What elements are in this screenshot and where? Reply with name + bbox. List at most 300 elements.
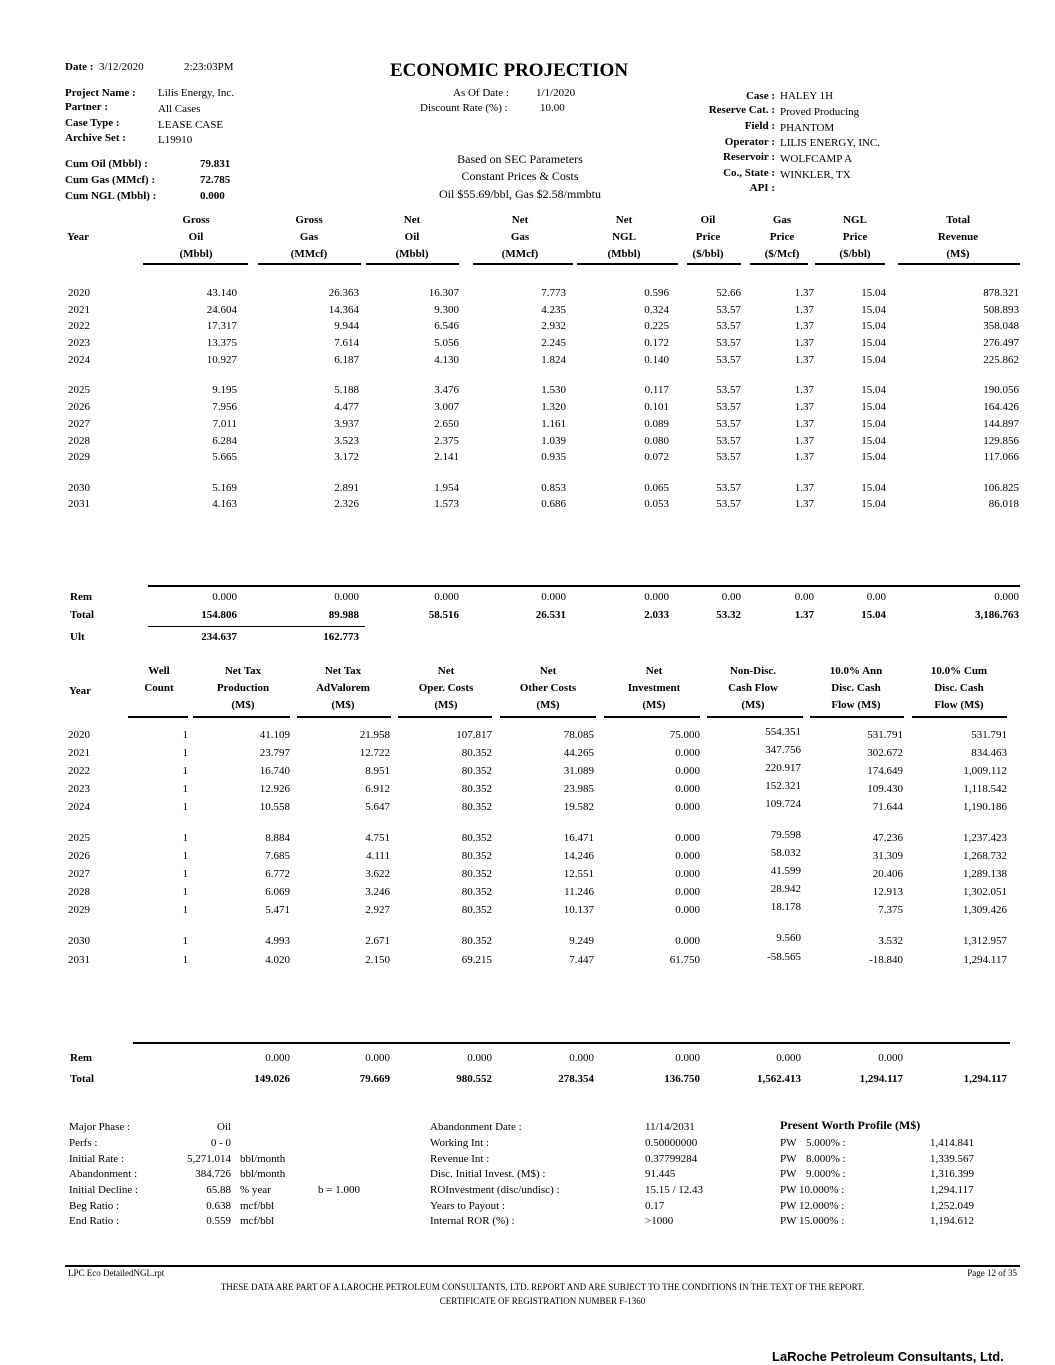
summary-left-value: Oil <box>216 1121 231 1133</box>
table1-value-cell: 2.650 <box>434 418 459 430</box>
summary-left-unit: mcf/bbl <box>240 1200 275 1212</box>
table2-rem-cell: 0.000 <box>776 1052 801 1064</box>
report-name: LPC Eco DetailedNGL.rpt <box>68 1268 165 1278</box>
pw-rate: 9.000% : <box>806 1168 846 1180</box>
table1-value-cell: 0.172 <box>644 337 669 349</box>
table1-value-cell: 3.007 <box>434 401 459 413</box>
table2-header-rule <box>604 716 700 718</box>
table1-value-cell: 1.37 <box>794 418 814 430</box>
page-number: Page 12 of 35 <box>967 1268 1017 1278</box>
summary-left-unit: mcf/bbl <box>240 1215 275 1227</box>
table2-value-cell: 0.000 <box>675 832 700 844</box>
table1-value-cell: 2.891 <box>334 482 359 494</box>
table1-value-cell: 7.773 <box>541 287 566 299</box>
table1-value-cell: 106.825 <box>983 482 1019 494</box>
table2-value-cell: 9.249 <box>569 935 594 947</box>
summary-middle-value: 15.15 / 12.43 <box>645 1184 704 1196</box>
table2-year-cell: 2029 <box>68 904 90 916</box>
table2-value-cell: 9.560 <box>776 932 801 944</box>
project-name-value: Lilis Energy, Inc. <box>158 87 235 99</box>
table2-value-cell: 0.000 <box>675 850 700 862</box>
table2-header-cell: Flow (M$) <box>831 699 881 711</box>
case-type-value: LEASE CASE <box>158 119 224 131</box>
table1-value-cell: 3.476 <box>434 384 459 396</box>
table1-value-cell: 3.937 <box>334 418 359 430</box>
table1-rem-cell: 0.000 <box>434 591 459 603</box>
table2-value-cell: 80.352 <box>461 765 492 777</box>
table2-header-cell: (M$) <box>231 699 255 711</box>
table1-value-cell: 1.573 <box>434 498 459 510</box>
table2-value-cell: 0.000 <box>675 868 700 880</box>
cum-ngl-label: Cum NGL (Mbbl) : <box>65 190 157 202</box>
reserve-cat-value: Proved Producing <box>780 106 860 118</box>
summary-left-label: Beg Ratio : <box>69 1200 120 1212</box>
table1-value-cell: 0.117 <box>644 384 669 396</box>
table1-value-cell: 15.04 <box>861 401 886 413</box>
table2-value-cell: 1,289.138 <box>963 868 1007 880</box>
table1-header-cell: Gas <box>510 231 530 243</box>
table1-year-cell: 2030 <box>68 482 90 494</box>
table2-value-cell: 10.137 <box>563 904 594 916</box>
table1-value-cell: 0.072 <box>644 451 669 463</box>
table2-value-cell: 31.309 <box>872 850 903 862</box>
table1-header-cell: Oil <box>700 214 716 226</box>
table2-value-cell: 6.069 <box>265 886 290 898</box>
table1-header-cell: Net <box>615 214 633 226</box>
table2-value-cell: 1,237.423 <box>963 832 1007 844</box>
table2-value-cell: 0.000 <box>675 886 700 898</box>
table2-value-cell: 4.751 <box>365 832 390 844</box>
table2-value-cell: 80.352 <box>461 832 492 844</box>
table2-value-cell: 58.032 <box>770 847 801 859</box>
table2-value-cell: 10.558 <box>259 801 290 813</box>
table1-rem-cell: 0.00 <box>721 591 741 603</box>
table1-total-label: Total <box>70 609 95 621</box>
table1-value-cell: 3.523 <box>334 435 359 447</box>
table2-value-cell: 107.817 <box>456 729 492 741</box>
table2-value-cell: 44.265 <box>563 747 594 759</box>
table2-value-cell: 6.912 <box>365 783 390 795</box>
table1-value-cell: 1.161 <box>541 418 566 430</box>
table2-header-cell: Count <box>144 682 174 694</box>
table1-value-cell: 508.893 <box>983 304 1019 316</box>
table1-header-rule <box>473 263 573 265</box>
table2-value-cell: 302.672 <box>867 747 903 759</box>
table1-value-cell: 0.225 <box>644 320 669 332</box>
table1-total-cell: 26.531 <box>535 609 566 621</box>
table2-year-cell: 2026 <box>68 850 90 862</box>
pw-value: 1,252.049 <box>930 1200 974 1212</box>
table1-value-cell: 129.856 <box>983 435 1019 447</box>
table2-total-cell: 278.354 <box>558 1073 594 1085</box>
table1-header-cell: Revenue <box>937 231 979 243</box>
table1-value-cell: 16.307 <box>428 287 459 299</box>
table1-header-rule <box>687 263 741 265</box>
table2-header-rule <box>398 716 492 718</box>
table2-value-cell: 1 <box>182 801 188 813</box>
table1-header-cell: Year <box>67 231 89 243</box>
table1-value-cell: 3.172 <box>334 451 359 463</box>
reserve-cat-label: Reserve Cat. : <box>708 104 775 116</box>
pw-label: PW 10.000% : <box>780 1184 845 1196</box>
table2-value-cell: 31.089 <box>563 765 594 777</box>
table2-value-cell: 4.111 <box>366 850 390 862</box>
table1-value-cell: 4.130 <box>434 354 459 366</box>
disclaimer-line-2: CERTIFICATE OF REGISTRATION NUMBER F-1360 <box>439 1296 646 1306</box>
table2-year-cell: 2027 <box>68 868 90 880</box>
table2-year-cell: 2022 <box>68 765 90 777</box>
table2-value-cell: 1 <box>182 868 188 880</box>
table1-header-rule <box>366 263 459 265</box>
table2-year-cell: 2020 <box>68 729 90 741</box>
table1-rem-cell: 0.000 <box>212 591 237 603</box>
table1-total-cell: 2.033 <box>644 609 669 621</box>
table1-value-cell: 6.187 <box>334 354 359 366</box>
table2-value-cell: 0.000 <box>675 935 700 947</box>
table2-value-cell: 80.352 <box>461 868 492 880</box>
table2-rem-rule <box>133 1042 1010 1044</box>
table1-value-cell: 164.426 <box>983 401 1019 413</box>
table1-value-cell: 5.169 <box>212 482 237 494</box>
table1-rem-cell: 0.00 <box>866 591 886 603</box>
table2-value-cell: 19.582 <box>563 801 594 813</box>
table1-value-cell: 15.04 <box>861 435 886 447</box>
cum-oil-label: Cum Oil (Mbbl) : <box>65 158 148 170</box>
table2-total-cell: 149.026 <box>254 1073 290 1085</box>
table1-total-cell: 58.516 <box>428 609 459 621</box>
table1-total-cell: 154.806 <box>201 609 237 621</box>
table2-rem-cell: 0.000 <box>467 1052 492 1064</box>
params-line-1: Based on SEC Parameters <box>457 152 583 166</box>
table2-value-cell: 12.913 <box>872 886 903 898</box>
table2-value-cell: 23.797 <box>259 747 290 759</box>
table1-value-cell: 53.57 <box>716 384 741 396</box>
table2-total-cell: 1,294.117 <box>963 1073 1007 1085</box>
table1-value-cell: 7.011 <box>212 418 237 430</box>
table1-rem-cell: 0.000 <box>541 591 566 603</box>
table1-header-cell: ($/bbl) <box>692 248 724 260</box>
table2-header-cell: (M$) <box>642 699 666 711</box>
table1-header-cell: Price <box>695 231 721 243</box>
table1-value-cell: 0.089 <box>644 418 669 430</box>
table1-header-cell: Oil <box>188 231 204 243</box>
summary-middle-value: 0.50000000 <box>645 1137 698 1149</box>
table1-value-cell: 53.57 <box>716 401 741 413</box>
table1-ult-cell: 234.637 <box>201 631 237 643</box>
table1-value-cell: 17.317 <box>206 320 237 332</box>
table1-rem-cell: 0.000 <box>334 591 359 603</box>
pw-value: 1,316.399 <box>930 1168 974 1180</box>
table2-value-cell: 1 <box>182 729 188 741</box>
table2-year-cell: 2024 <box>68 801 90 813</box>
table1-value-cell: 1.954 <box>434 482 459 494</box>
table1-year-cell: 2020 <box>68 287 90 299</box>
table2-value-cell: 78.085 <box>563 729 594 741</box>
table2-header-cell: 10.0% Cum <box>930 665 988 677</box>
table1-value-cell: 10.927 <box>206 354 237 366</box>
pw-title: Present Worth Profile (M$) <box>780 1118 921 1132</box>
table2-value-cell: 2.150 <box>365 954 390 966</box>
field-value: PHANTOM <box>780 122 835 134</box>
table2-value-cell: 71.644 <box>872 801 903 813</box>
table2-header-cell: Net <box>539 665 557 677</box>
pw-label: PW 15.000% : <box>780 1215 845 1227</box>
summary-left-unit: % year <box>240 1184 271 1196</box>
table2-value-cell: 21.958 <box>359 729 390 741</box>
table2-total-label: Total <box>70 1073 95 1085</box>
table1-value-cell: 0.065 <box>644 482 669 494</box>
table1-value-cell: 9.195 <box>212 384 237 396</box>
table2-rem-cell: 0.000 <box>878 1052 903 1064</box>
table1-value-cell: 15.04 <box>861 384 886 396</box>
table1-year-cell: 2031 <box>68 498 90 510</box>
table1-value-cell: 4.163 <box>212 498 237 510</box>
table2-value-cell: 834.463 <box>971 747 1007 759</box>
summary-middle-label: Revenue Int : <box>430 1153 490 1165</box>
table2-value-cell: 1 <box>182 954 188 966</box>
table2-value-cell: 47.236 <box>872 832 903 844</box>
date-label: Date : <box>65 61 94 73</box>
table2-value-cell: 1 <box>182 747 188 759</box>
table2-value-cell: 109.724 <box>765 798 801 810</box>
table2-value-cell: 1 <box>182 904 188 916</box>
discount-rate-label: Discount Rate (%) : <box>420 102 508 114</box>
table1-value-cell: 1.530 <box>541 384 566 396</box>
table1-header-rule <box>898 263 1020 265</box>
summary-left-label: Major Phase : <box>69 1121 131 1133</box>
table2-value-cell: 61.750 <box>669 954 700 966</box>
table2-value-cell: 1,190.186 <box>963 801 1007 813</box>
table1-year-cell: 2023 <box>68 337 90 349</box>
table2-year-cell: 2023 <box>68 783 90 795</box>
table1-value-cell: 1.37 <box>794 435 814 447</box>
summary-middle-value: 0.17 <box>645 1200 665 1212</box>
table2-value-cell: 80.352 <box>461 886 492 898</box>
table2-value-cell: 4.020 <box>265 954 290 966</box>
table1-header-cell: Total <box>945 214 971 226</box>
table2-header-rule <box>912 716 1007 718</box>
table2-header-cell: Investment <box>627 682 681 694</box>
table1-total-cell: 3,186.763 <box>975 609 1019 621</box>
table1-value-cell: 878.321 <box>983 287 1019 299</box>
pw-value: 1,339.567 <box>930 1153 974 1165</box>
table2-value-cell: 1 <box>182 850 188 862</box>
summary-left-value: 5,271.014 <box>187 1153 231 1165</box>
table2-header-rule <box>297 716 391 718</box>
table1-value-cell: 2.375 <box>434 435 459 447</box>
pw-rate: 5.000% : <box>806 1137 846 1149</box>
co-state-value: WINKLER, TX <box>780 169 851 181</box>
as-of-date-label: As Of Date : <box>453 87 509 99</box>
table1-header-rule <box>750 263 808 265</box>
table1-year-cell: 2029 <box>68 451 90 463</box>
table1-rem-cell: 0.000 <box>644 591 669 603</box>
cum-ngl-value: 0.000 <box>200 190 225 202</box>
table2-header-cell: Year <box>69 685 91 697</box>
table1-value-cell: 1.37 <box>794 287 814 299</box>
table1-value-cell: 15.04 <box>861 287 886 299</box>
table2-value-cell: 1,309.426 <box>963 904 1007 916</box>
table2-value-cell: 80.352 <box>461 801 492 813</box>
table2-value-cell: 8.884 <box>265 832 290 844</box>
pw-label: PW <box>780 1168 797 1180</box>
table1-value-cell: 15.04 <box>861 304 886 316</box>
table1-header-rule <box>815 263 885 265</box>
table1-value-cell: 15.04 <box>861 337 886 349</box>
case-value: HALEY 1H <box>780 90 834 102</box>
pw-label: PW <box>780 1137 797 1149</box>
pw-label: PW <box>780 1153 797 1165</box>
page-title: ECONOMIC PROJECTION <box>390 60 629 81</box>
table1-rem-label: Rem <box>70 591 92 603</box>
pw-value: 1,194.612 <box>930 1215 974 1227</box>
pw-value: 1,414.841 <box>930 1137 974 1149</box>
table1-value-cell: 24.604 <box>206 304 237 316</box>
table1-value-cell: 15.04 <box>861 418 886 430</box>
table1-value-cell: 9.944 <box>334 320 359 332</box>
table1-value-cell: 26.363 <box>328 287 359 299</box>
table1-value-cell: 1.37 <box>794 498 814 510</box>
table2-value-cell: 1,294.117 <box>963 954 1007 966</box>
table2-value-cell: 109.430 <box>867 783 903 795</box>
table2-header-rule <box>707 716 803 718</box>
table1-value-cell: 15.04 <box>861 320 886 332</box>
table1-rem-cell: 0.000 <box>994 591 1019 603</box>
table2-header-cell: Flow (M$) <box>934 699 984 711</box>
table2-value-cell: 7.375 <box>878 904 903 916</box>
table2-value-cell: 28.942 <box>770 883 801 895</box>
table2-header-rule <box>810 716 904 718</box>
summary-middle-label: ROInvestment (disc/undisc) : <box>430 1184 560 1196</box>
table1-year-cell: 2022 <box>68 320 90 332</box>
table1-value-cell: 53.57 <box>716 498 741 510</box>
summary-left-label: Perfs : <box>69 1137 98 1149</box>
table1-value-cell: 0.101 <box>644 401 669 413</box>
table2-value-cell: 16.471 <box>563 832 594 844</box>
table1-value-cell: 276.497 <box>983 337 1019 349</box>
field-label: Field : <box>744 120 775 132</box>
operator-value: LILIS ENERGY, INC. <box>780 137 881 149</box>
table2-value-cell: 347.756 <box>765 744 801 756</box>
table1-value-cell: 2.141 <box>434 451 459 463</box>
discount-rate-value: 10.00 <box>540 102 565 114</box>
table1-header-cell: (Mbbl) <box>607 248 641 260</box>
table2-value-cell: 7.447 <box>569 954 594 966</box>
cum-gas-value: 72.785 <box>200 174 231 186</box>
table1-value-cell: 1.37 <box>794 354 814 366</box>
summary-left-label: End Ratio : <box>69 1215 120 1227</box>
reservoir-label: Reservoir : <box>722 151 775 163</box>
table2-rem-cell: 0.000 <box>265 1052 290 1064</box>
summary-middle-label: Working Int : <box>430 1137 489 1149</box>
table1-value-cell: 5.188 <box>334 384 359 396</box>
table2-header-cell: Net <box>645 665 663 677</box>
table2-header-cell: Oper. Costs <box>418 682 474 694</box>
params-line-2: Constant Prices & Costs <box>461 169 579 183</box>
summary-left-value: 0.638 <box>206 1200 231 1212</box>
table1-value-cell: 14.364 <box>328 304 359 316</box>
summary-middle-label: Years to Payout : <box>430 1200 505 1212</box>
summary-left-label: Initial Decline : <box>69 1184 139 1196</box>
table2-value-cell: 1,118.542 <box>963 783 1007 795</box>
table2-header-cell: Disc. Cash <box>831 682 881 694</box>
archive-set-value: L19910 <box>158 134 193 146</box>
table1-value-cell: 53.57 <box>716 418 741 430</box>
table2-value-cell: 11.246 <box>564 886 594 898</box>
table2-header-cell: Other Costs <box>519 682 577 694</box>
table1-value-cell: 190.056 <box>983 384 1019 396</box>
table1-header-cell: Price <box>769 231 795 243</box>
table1-value-cell: 7.956 <box>212 401 237 413</box>
table2-year-cell: 2031 <box>68 954 90 966</box>
table2-value-cell: 41.599 <box>770 865 801 877</box>
summary-middle-value: 91.445 <box>645 1168 676 1180</box>
table2-value-cell: 80.352 <box>461 935 492 947</box>
table2-value-cell: 12.551 <box>563 868 594 880</box>
table2-value-cell: 0.000 <box>675 783 700 795</box>
table1-value-cell: 0.686 <box>541 498 566 510</box>
table2-total-cell: 79.669 <box>359 1073 390 1085</box>
table2-value-cell: 80.352 <box>461 747 492 759</box>
table2-value-cell: 5.647 <box>365 801 390 813</box>
table1-value-cell: 86.018 <box>988 498 1019 510</box>
table2-year-cell: 2028 <box>68 886 90 898</box>
table2-value-cell: 3.622 <box>365 868 390 880</box>
table1-year-cell: 2025 <box>68 384 90 396</box>
table1-year-cell: 2026 <box>68 401 90 413</box>
table2-value-cell: 531.791 <box>867 729 903 741</box>
table2-value-cell: 1 <box>182 886 188 898</box>
table2-value-cell: 174.649 <box>867 765 903 777</box>
table1-value-cell: 1.37 <box>794 451 814 463</box>
table1-value-cell: 1.37 <box>794 337 814 349</box>
table1-year-cell: 2024 <box>68 354 90 366</box>
table1-header-cell: ($/Mcf) <box>764 248 800 260</box>
table2-value-cell: 14.246 <box>563 850 594 862</box>
table2-value-cell: 80.352 <box>461 783 492 795</box>
table1-value-cell: 9.300 <box>434 304 459 316</box>
table1-value-cell: 1.37 <box>794 384 814 396</box>
table2-value-cell: -18.840 <box>869 954 903 966</box>
as-of-date-value: 1/1/2020 <box>536 87 576 99</box>
table2-value-cell: 4.993 <box>265 935 290 947</box>
table2-header-cell: Well <box>148 665 170 677</box>
disclaimer-line-1: THESE DATA ARE PART OF A LAROCHE PETROLEUM CONSULTANTS, LTD. REPORT AND ARE SUBJECT TO THE CONDITIONS IN THE TEXT OF THE REPORT. <box>220 1282 865 1292</box>
summary-left-extra: b = 1.000 <box>318 1184 360 1196</box>
table1-ult-label: Ult <box>70 631 85 643</box>
table2-rem-label: Rem <box>70 1052 92 1064</box>
table2-header-cell: Non-Disc. <box>729 665 777 677</box>
partner-value: All Cases <box>158 103 201 115</box>
summary-left-unit: bbl/month <box>240 1153 286 1165</box>
table1-header-rule <box>577 263 678 265</box>
table1-value-cell: 4.477 <box>334 401 359 413</box>
table1-value-cell: 52.66 <box>716 287 741 299</box>
table1-value-cell: 15.04 <box>861 498 886 510</box>
summary-middle-value: >1000 <box>645 1215 674 1227</box>
table2-value-cell: 531.791 <box>971 729 1007 741</box>
table2-value-cell: 1,009.112 <box>963 765 1007 777</box>
table1-value-cell: 1.37 <box>794 401 814 413</box>
table2-header-cell: AdValorem <box>316 682 370 694</box>
summary-left-unit: bbl/month <box>240 1168 286 1180</box>
table2-total-cell: 1,294.117 <box>859 1073 903 1085</box>
archive-set-label: Archive Set : <box>65 132 126 144</box>
table2-header-cell: Production <box>216 682 270 694</box>
project-name-label: Project Name : <box>65 87 136 99</box>
table2-header-cell: Net Tax <box>224 665 262 677</box>
table1-total-cell: 89.988 <box>328 609 359 621</box>
